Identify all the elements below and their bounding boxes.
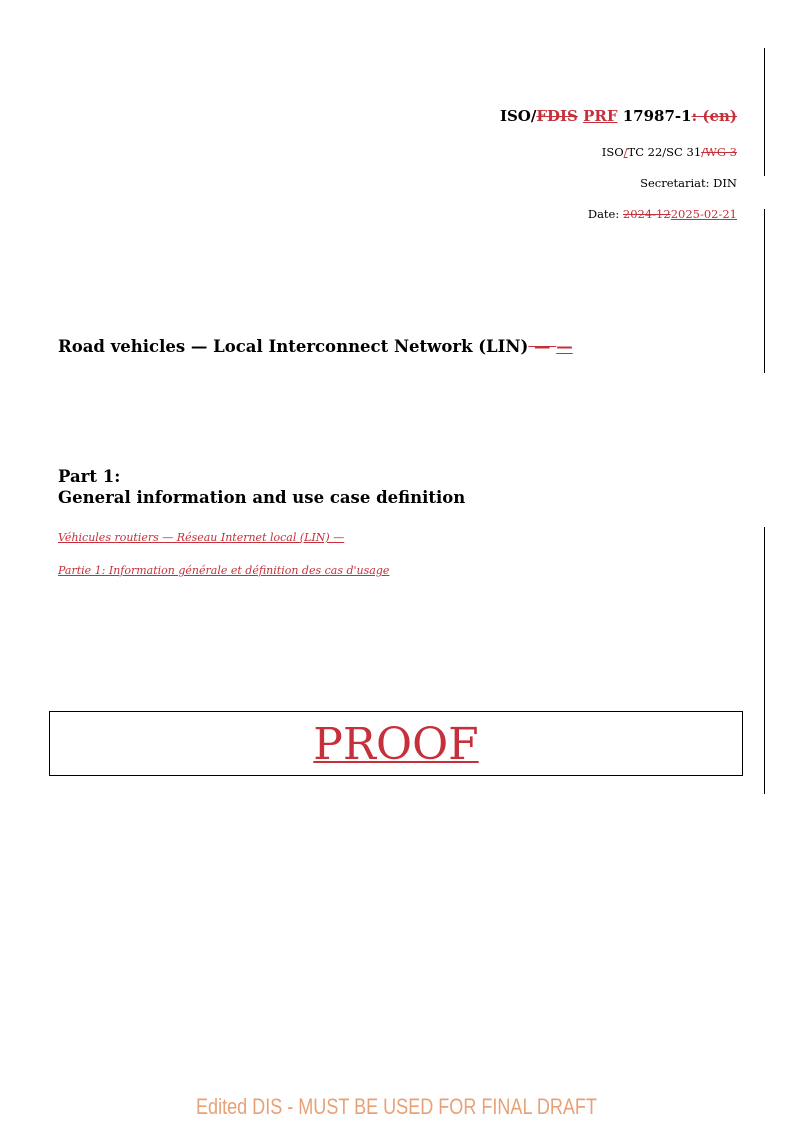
change-bar (764, 48, 765, 176)
part-title: General information and use case definition (58, 488, 466, 507)
proof-label: PROOF (313, 719, 479, 770)
deleted-date: 2024-12 (622, 207, 671, 221)
secretariat: Secretariat: DIN (640, 176, 737, 190)
deleted-dash: — (528, 337, 557, 356)
part-number: Part 1: (58, 467, 121, 486)
date-label: Date: (587, 207, 623, 221)
committee-body: TC 22/SC 31 (627, 145, 702, 159)
change-bar (764, 209, 765, 373)
french-title-line-2: Partie 1: Information générale et définition des cas d'usage (58, 564, 390, 577)
change-bar (764, 527, 765, 794)
committee-reference (602, 145, 737, 159)
inserted-dash: — (556, 337, 573, 356)
committee-prefix: ISO (601, 145, 624, 159)
deleted-suffix: : (en) (691, 107, 737, 125)
proof-box (49, 711, 743, 776)
deleted-working-group: /WG 3 (701, 145, 737, 159)
doc-number: 17987-1 (622, 107, 692, 125)
main-title (58, 337, 573, 356)
document-date (588, 207, 737, 221)
main-title-text: Road vehicles — Local Interconnect Network (LIN) (58, 337, 529, 356)
draft-watermark: Edited DIS - MUST BE USED FOR FINAL DRAFT (196, 1094, 597, 1119)
doc-id-prefix: ISO/ (499, 107, 537, 125)
part-title-block (58, 466, 465, 508)
inserted-date: 2025-02-21 (670, 207, 737, 221)
inserted-slash: / (623, 145, 628, 159)
french-title-line-1: Véhicules routiers — Réseau Internet local (LIN) — (58, 531, 345, 544)
deleted-stage: FDIS (536, 107, 578, 125)
document-identifier (500, 107, 737, 125)
inserted-stage: PRF (583, 107, 618, 125)
